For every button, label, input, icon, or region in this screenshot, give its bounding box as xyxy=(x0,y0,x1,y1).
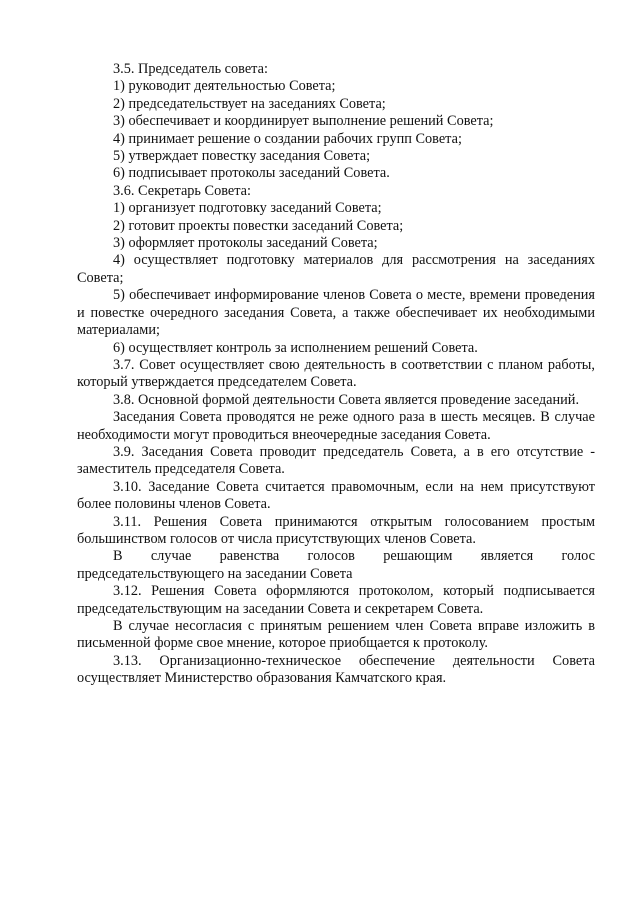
paragraph-3-8: 3.8. Основной формой деятельности Совета является проведение заседаний. xyxy=(113,391,580,408)
paragraph-3-5: 3.5. Председатель совета: xyxy=(113,61,268,77)
secretary-duty-2: 2) готовит проекты повестки заседаний Совета; xyxy=(113,217,404,234)
paragraph-3-12: 3.12. Решения Совета оформляются протоколом, который подписывается председательствующим на заседании Совета и секретарем Совета. xyxy=(77,583,595,617)
secretary-duty-6: 6) осуществляет контроль за исполнением решений Совета. xyxy=(113,339,478,356)
chairman-duty-1: 1) руководит деятельностью Совета; xyxy=(113,78,336,95)
chairman-duty-3: 3) обеспечивает и координирует выполнение решений Совета; xyxy=(113,113,494,130)
chairman-duty-5: 5) утверждает повестку заседания Совета; xyxy=(113,148,371,165)
paragraph-3-7: 3.7. Совет осуществляет свою деятельность в соответствии с планом работы, который утверждается председателем Совета. xyxy=(77,356,595,391)
chairman-duty-6: 6) подписывает протоколы заседаний Совета. xyxy=(113,165,390,182)
paragraph-3-13: 3.13. Организационно-техническое обеспечение деятельности Совета осуществляет Министерство образования Камчатского края. xyxy=(77,652,595,687)
paragraph-3-6: 3.6. Секретарь Совета: xyxy=(113,182,251,199)
tie-vote-paragraph: В случае равенства голосов решающим является голос председательствующего на заседании Совета xyxy=(77,548,595,582)
secretary-duty-1: 1) организует подготовку заседаний Совета; xyxy=(113,200,382,217)
secretary-duty-3: 3) оформляет протоколы заседаний Совета; xyxy=(113,235,378,252)
paragraph-3-11: 3.11. Решения Совета принимаются открытым голосованием простым большинством голосов от числа присутствующих членов Совета. xyxy=(77,513,595,547)
disagreement-paragraph: В случае несогласия с принятым решением член Совета вправе изложить в письменной форме свое мнение, которое приобщается к протоколу. xyxy=(77,618,595,652)
meeting-frequency-paragraph: Заседания Совета проводятся не реже одного раза в шесть месяцев. В случае необходимости могут проводиться внеочередные заседания Совета. xyxy=(77,409,595,443)
chairman-duty-2: 2) председательствует на заседаниях Совета; xyxy=(113,95,386,112)
paragraph-3-9: 3.9. Заседания Совета проводит председатель Совета, а в его отсутствие - заместитель председателя Совета. xyxy=(77,443,595,478)
secretary-duty-4: 4) осуществляет подготовку материалов для рассмотрения на заседаниях Совета; xyxy=(77,252,595,286)
paragraph-3-10: 3.10. Заседание Совета считается правомочным, если на нем присутствуют более половины членов Совета. xyxy=(77,478,595,513)
secretary-duty-5: 5) обеспечивает информирование членов Совета о месте, времени проведения и повестке очередного заседания Совета, а также обеспечивает их необходимыми материалами; xyxy=(77,287,595,339)
chairman-duty-4: 4) принимает решение о создании рабочих групп Совета; xyxy=(113,130,462,147)
document-body xyxy=(77,61,595,688)
